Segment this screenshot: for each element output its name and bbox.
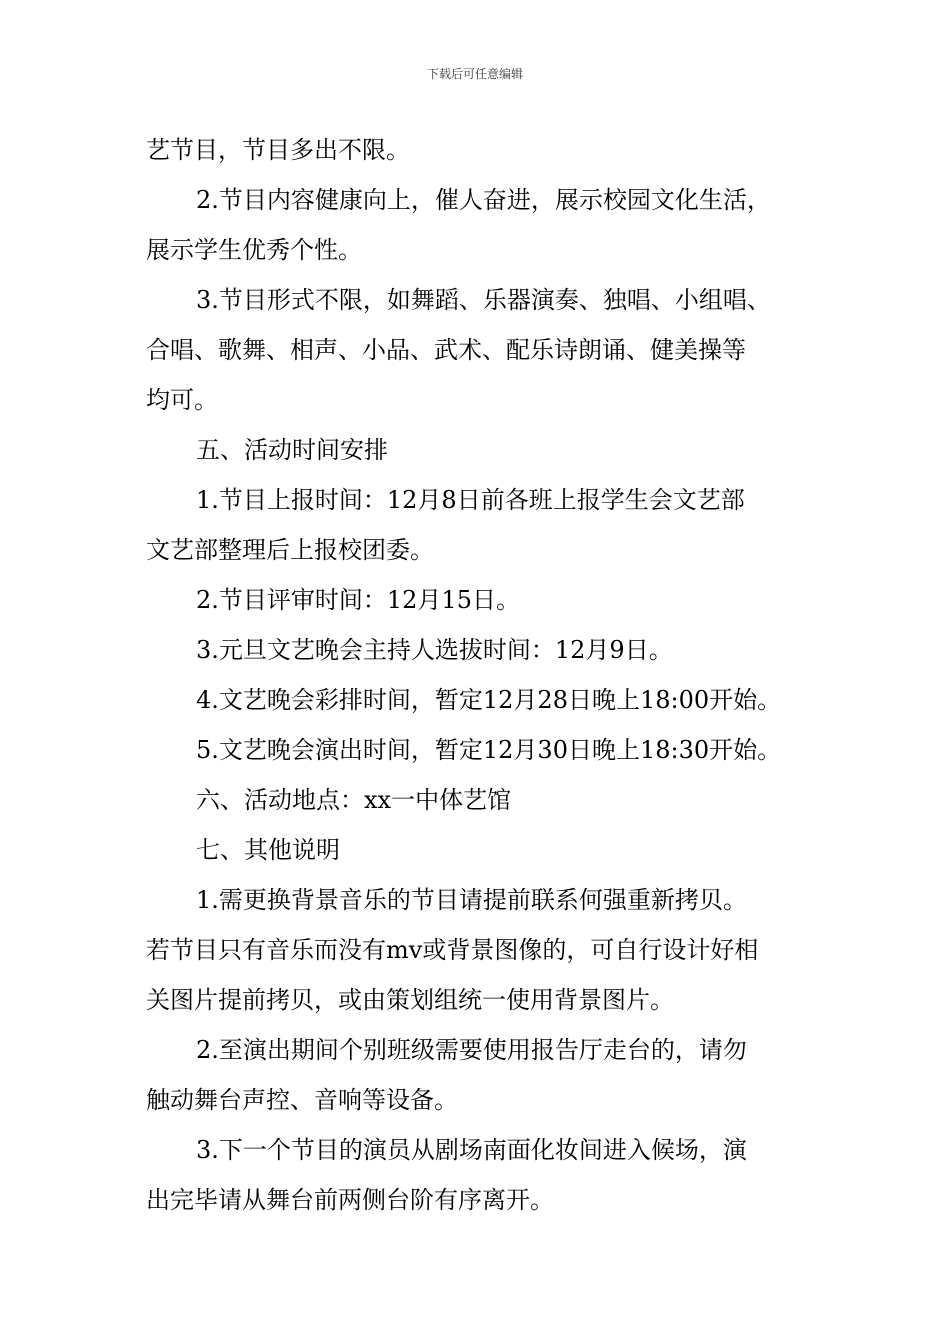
text-line: 3.下一个节目的演员从剧场南面化妆间进入候场，演 — [196, 1136, 747, 1164]
text-line: 文艺部整理后上报校团委。 — [146, 536, 434, 564]
text-line: 关图片提前拷贝，或由策划组统一使用背景图片。 — [146, 986, 674, 1014]
text-line: 1.节目上报时间：12月8日前各班上报学生会文艺部 — [196, 486, 745, 514]
text-line: 艺节目，节目多出不限。 — [146, 136, 410, 164]
text-line: 展示学生优秀个性。 — [146, 236, 362, 264]
text-line: 1.需更换背景音乐的节目请提前联系何强重新拷贝。 — [196, 886, 747, 914]
text-line: 5.文艺晚会演出时间，暂定12月30日晚上18:30开始。 — [196, 736, 782, 764]
text-line: 触动舞台声控、音响等设备。 — [146, 1086, 458, 1114]
text-line: 若节目只有音乐而没有mv或背景图像的，可自行设计好相 — [146, 936, 759, 964]
text-line: 4.文艺晚会彩排时间，暂定12月28日晚上18:00开始。 — [196, 686, 782, 714]
text-line: 2.至演出期间个别班级需要使用报告厅走台的，请勿 — [196, 1036, 747, 1064]
section-heading: 六、活动地点：xx一中体艺馆 — [196, 786, 512, 814]
page-header: 下载后可任意编辑 — [426, 67, 523, 81]
text-line: 2.节目评审时间：12月15日。 — [196, 586, 520, 614]
text-line: 合唱、歌舞、相声、小品、武术、配乐诗朗诵、健美操等 — [146, 336, 746, 364]
text-line: 3.元旦文艺晚会主持人选拔时间：12月9日。 — [196, 636, 673, 664]
document-body — [146, 125, 816, 1225]
text-line: 均可。 — [146, 386, 218, 414]
section-heading: 五、活动时间安排 — [196, 436, 388, 464]
text-line: 3.节目形式不限，如舞蹈、乐器演奏、独唱、小组唱、 — [196, 286, 771, 314]
section-heading: 七、其他说明 — [196, 836, 340, 864]
text-line: 出完毕请从舞台前两侧台阶有序离开。 — [146, 1186, 554, 1214]
text-line: 2.节目内容健康向上，催人奋进，展示校园文化生活， — [196, 186, 771, 214]
